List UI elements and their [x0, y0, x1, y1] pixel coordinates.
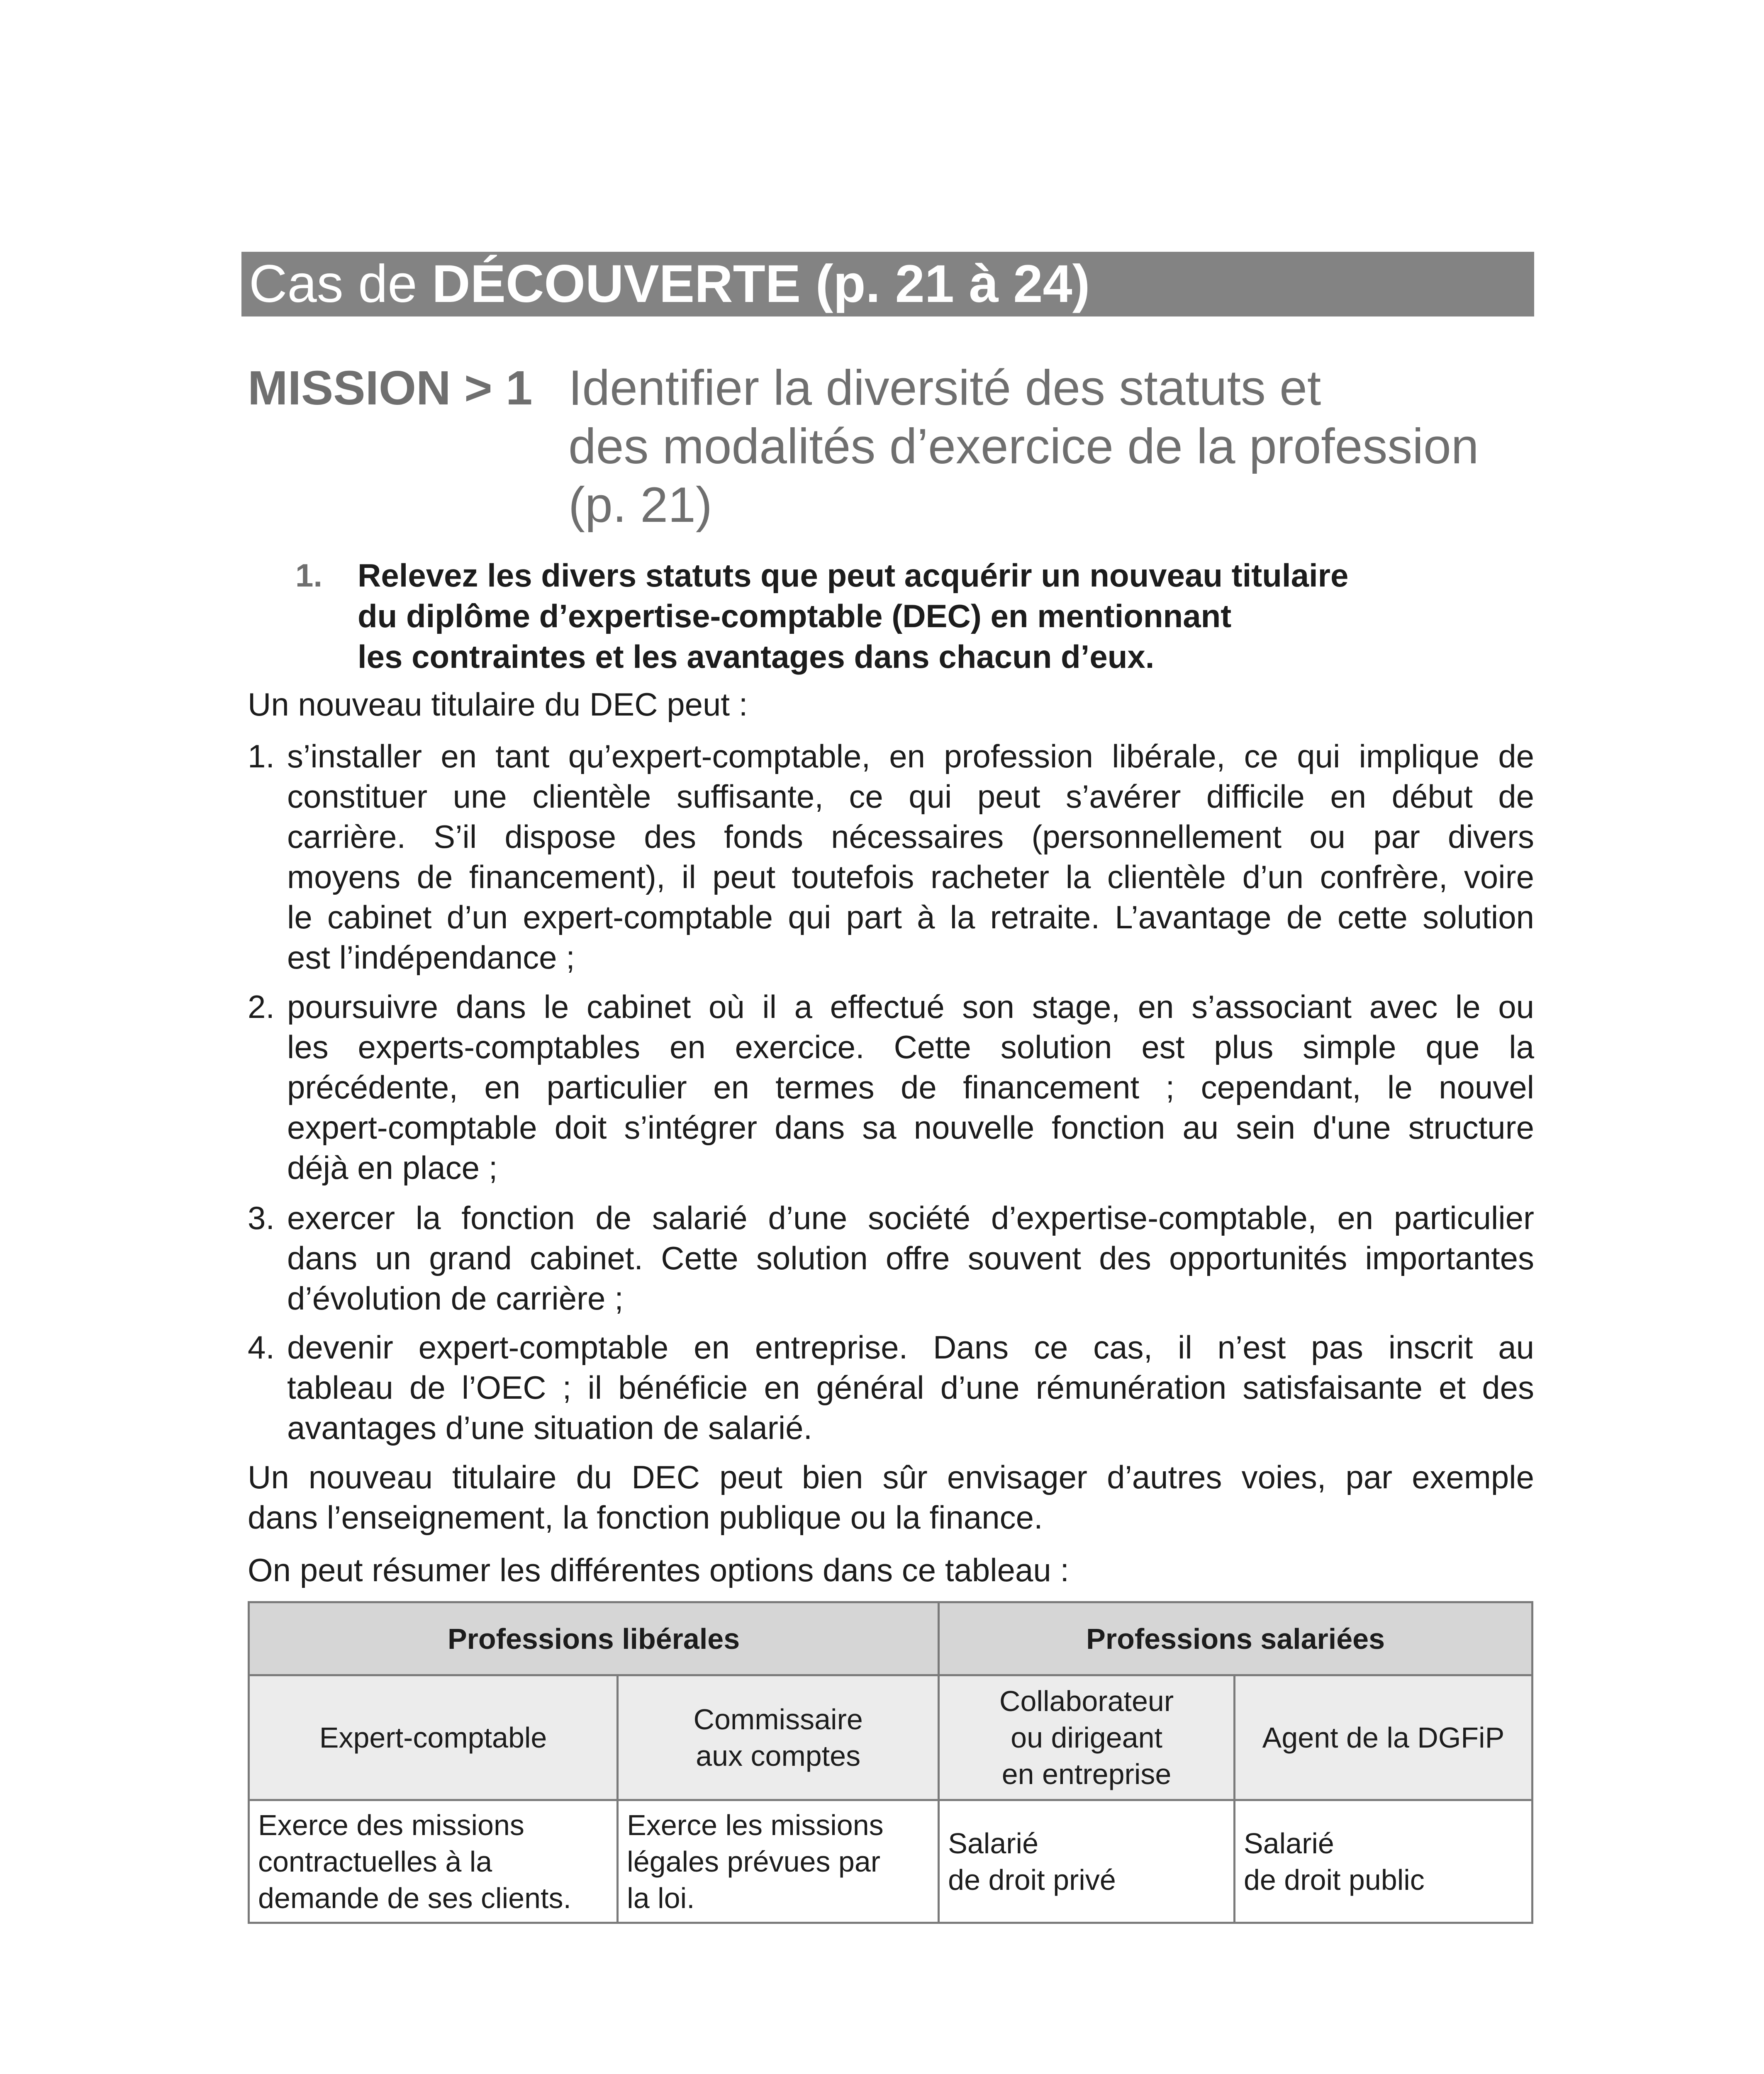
intro-line: Un nouveau titulaire du DEC peut :: [248, 686, 748, 723]
list-item-line: s’installer en tant qu’expert-comptable, en profession libérale, ce qui implique de: [287, 738, 1534, 774]
list-item-line: précédente, en particulier en termes de financement ; cependant, le nouvel: [287, 1069, 1534, 1105]
list-item-line: tableau de l’OEC ; il bénéficie en général d’une rémunération satisfaisante et des: [287, 1369, 1534, 1406]
cell-line: aux comptes: [696, 1740, 861, 1772]
cell-line: de droit privé: [948, 1863, 1116, 1896]
banner-title: DÉCOUVERTE (p. 21 à 24): [432, 254, 1090, 314]
question-text: [358, 555, 1519, 677]
list-item-line: avantages d’une situation de salarié.: [287, 1409, 813, 1446]
table-column-header: [1234, 1675, 1532, 1800]
list-item-number: 1.: [248, 738, 275, 774]
cell-line: contractuelles à la: [258, 1845, 492, 1878]
table-column-header: [249, 1675, 618, 1800]
table-column-header: [939, 1675, 1235, 1800]
cell-line: ou dirigeant: [1011, 1721, 1162, 1754]
cell-line: Exerce des missions: [258, 1809, 524, 1841]
table-cell: [618, 1800, 939, 1923]
mission-title-line: (p. 21): [568, 477, 712, 533]
list-item-line: d’évolution de carrière ;: [287, 1280, 624, 1317]
table-group-header: Professions libérales: [249, 1602, 939, 1675]
list-item-line: exercer la fonction de salarié d’une société d’expertise-comptable, en particulier: [287, 1200, 1534, 1236]
table-row: [249, 1675, 1533, 1800]
list-item-number: 4.: [248, 1329, 275, 1366]
question-number: 1.: [295, 557, 323, 594]
other-paths-line: dans l’enseignement, la fonction publique ou la finance.: [248, 1499, 1043, 1536]
other-paths-paragraph: [248, 1457, 1534, 1538]
cell-line: légales prévues par: [627, 1845, 881, 1878]
list-item-line: moyens de financement), il peut toutefois racheter la clientèle d’un confrère, voire: [287, 859, 1534, 895]
cell-line: la loi.: [627, 1882, 695, 1914]
mission-title-line: des modalités d’exercice de la profession: [568, 419, 1479, 474]
list-item-body: [287, 1327, 1534, 1448]
list-item-number: 2.: [248, 988, 275, 1025]
cell-line: Collaborateur: [999, 1685, 1174, 1717]
cell-line: Expert-comptable: [319, 1721, 547, 1754]
table-row: [249, 1800, 1533, 1923]
list-item-line: expert-comptable doit s’intégrer dans sa nouvelle fonction au sein d'une structure: [287, 1109, 1534, 1146]
other-paths-line: Un nouveau titulaire du DEC peut bien sûr envisager d’autres voies, par exemple: [248, 1459, 1534, 1495]
list-item-line: carrière. S’il dispose des fonds nécessaires (personnellement ou par divers: [287, 818, 1534, 855]
list-item-body: [287, 987, 1534, 1188]
list-item-line: les experts-comptables en exercice. Cette solution est plus simple que la: [287, 1029, 1534, 1065]
list-item-line: déjà en place ;: [287, 1149, 498, 1186]
list-item-body: [287, 736, 1534, 978]
intro-paragraph: [248, 684, 748, 725]
table-group-header: Professions salariées: [939, 1602, 1533, 1675]
list-item-line: dans un grand cabinet. Cette solution offre souvent des opportunités importantes: [287, 1240, 1534, 1276]
list-item-line: poursuivre dans le cabinet où il a effectué son stage, en s’associant avec le ou: [287, 988, 1534, 1025]
cell-line: Exerce les missions: [627, 1809, 884, 1841]
cell-line: en entreprise: [1001, 1758, 1172, 1790]
cell-line: Commissaire: [693, 1703, 863, 1736]
table-cell: [939, 1800, 1235, 1923]
list-item-line: devenir expert-comptable en entreprise. Dans ce cas, il n’est pas inscrit au: [287, 1329, 1534, 1366]
mission-title-line: Identifier la diversité des statuts et: [568, 360, 1321, 416]
options-table: [248, 1601, 1533, 1924]
cell-line: Salarié: [948, 1827, 1039, 1860]
cell-line: de droit public: [1243, 1863, 1425, 1896]
cell-line: demande de ses clients.: [258, 1882, 571, 1914]
list-item-line: constituer une clientèle suffisante, ce qui peut s’avérer difficile en début de: [287, 778, 1534, 815]
section-banner: [241, 252, 1534, 316]
mission-label: MISSION > 1: [248, 361, 533, 415]
table-cell: [1234, 1800, 1532, 1923]
question-line: du diplôme d’expertise-comptable (DEC) en mentionnant: [358, 598, 1232, 634]
list-item-number: 3.: [248, 1200, 275, 1236]
cell-line: Salarié: [1243, 1827, 1334, 1860]
list-item-line: est l’indépendance ;: [287, 939, 575, 976]
list-item-line: le cabinet d’un expert-comptable qui part à la retraite. L’avantage de cette solution: [287, 899, 1534, 935]
question-line: les contraintes et les avantages dans chacun d’eux.: [358, 638, 1155, 675]
summary-intro-line: On peut résumer les différentes options dans ce tableau :: [248, 1552, 1070, 1588]
table-column-header: [618, 1675, 939, 1800]
table-cell: [249, 1800, 618, 1923]
summary-intro: [248, 1550, 1069, 1590]
table-header-row: [249, 1602, 1533, 1675]
mission-title: [568, 359, 1564, 534]
banner-prefix: Cas de: [249, 254, 432, 314]
cell-line: Agent de la DGFiP: [1262, 1721, 1505, 1754]
question-line: Relevez les divers statuts que peut acquérir un nouveau titulaire: [358, 557, 1349, 594]
list-item-body: [287, 1198, 1534, 1319]
